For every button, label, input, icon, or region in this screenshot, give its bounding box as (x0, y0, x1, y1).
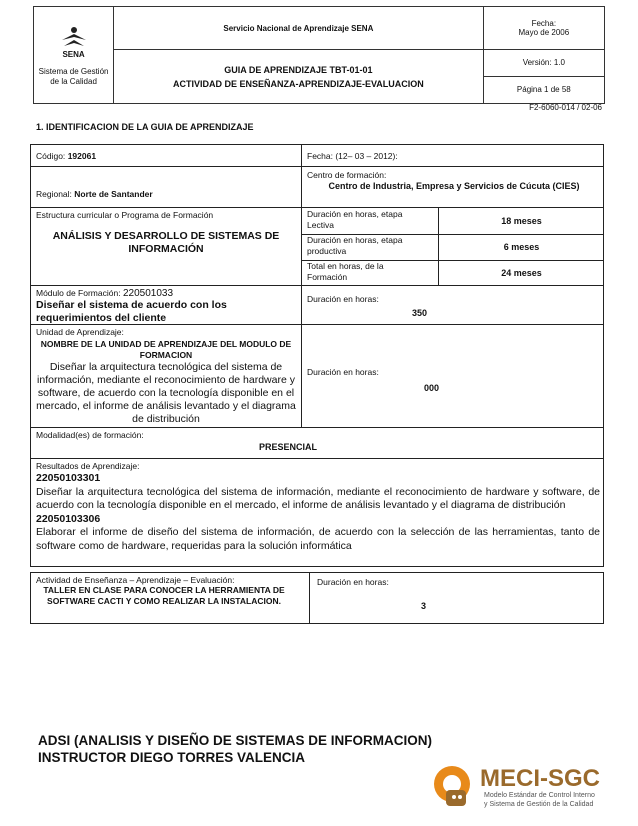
resultado2-code: 22050103306 (36, 512, 101, 525)
total-value: 24 meses (501, 268, 542, 278)
actividad-duracion-value: 3 (421, 601, 427, 611)
version-page-cell (483, 50, 604, 104)
row-modulo (30, 285, 604, 325)
programa-field (36, 208, 296, 285)
regional-field (36, 167, 296, 207)
meci-sub2: y Sistema de Gestión de la Calidad (484, 801, 594, 808)
actividad-duracion-label: Duración en horas: (317, 577, 389, 587)
resultado2-text: Elaborar el informe de diseño del sistema de información, de acuerdo con la selección de las herramientas, tanto de software como de hardware, requeridas para la solución informática (36, 526, 600, 552)
codigo-label: Código: (36, 151, 66, 161)
estructura-label: Estructura curricular o Programa de Formación (36, 210, 214, 220)
programa-value: ANÁLISIS Y DESARROLLO DE SISTEMAS DE INFORMACIÓN (52, 230, 280, 255)
centro-field (307, 167, 601, 207)
modulo-value: Diseñar el sistema de acuerdo con los requerimientos del cliente (36, 299, 227, 324)
actividad-duracion (317, 573, 597, 623)
unidad-value: Diseñar la arquitectura tecnológica del sistema de información, mediante el reconocimiento de hardware y software, de acuerdo con la tecnología disponible en el mercado, el informe de análisis levantado y el diagrama de distribución (36, 361, 296, 425)
row-programa-duraciones (30, 207, 604, 286)
modalidad-label: Modalidad(es) de formación: (36, 430, 144, 440)
regional-label: Regional: (36, 189, 72, 199)
unidad-duracion-value: 000 (424, 383, 440, 393)
unidad-duracion (307, 325, 597, 427)
meci-sgc-logo (424, 760, 614, 816)
date-label: Fecha: (531, 19, 557, 28)
modulo-label: Módulo de Formación: (36, 288, 121, 298)
version-text: Versión: 1.0 (484, 50, 604, 77)
form-code: F2-6060-014 / 02-06 (529, 103, 602, 112)
resultados-label: Resultados de Aprendizaje: (36, 461, 140, 471)
section-title: 1. IDENTIFICACION DE LA GUIA DE APRENDIZAJE (36, 122, 254, 132)
footer-text (38, 732, 432, 766)
codigo-field (36, 145, 296, 166)
modalidad-field (36, 428, 596, 458)
date-value: Mayo de 2006 (518, 28, 570, 37)
organization-cell (114, 7, 484, 50)
modulo-duracion-label: Duración en horas: (307, 294, 379, 304)
organization-name: Servicio Nacional de Aprendizaje SENA (223, 23, 374, 33)
meci-name: MECI-SGC (480, 765, 600, 792)
date-cell (483, 7, 604, 50)
row-unidad (30, 324, 604, 428)
resultado1-text: Diseñar la arquitectura tecnológica del sistema de información, mediante el reconocimiento de hardware y software, de acuerdo con la tecnología disponible en el mercado, el informe de análisis levantado y el diagrama de distribución (36, 485, 600, 511)
productiva-label: Duración en horas, etapa productiva (307, 235, 403, 256)
row-codigo-fecha (30, 144, 604, 167)
logo-caption: SENA (62, 49, 85, 59)
guide-title: GUIA DE APRENDIZAJE TBT-01-01 (224, 64, 373, 75)
row-regional-centro (30, 166, 604, 208)
regional-value: Norte de Santander (74, 189, 153, 199)
row-resultados (30, 458, 604, 567)
quality-system-caption: Sistema de Gestión de la Calidad (38, 66, 109, 86)
lectiva-label: Duración en horas, etapa Lectiva (307, 209, 403, 230)
modulo-duracion (307, 286, 597, 324)
footer-program: ADSI (ANALISIS Y DISEÑO DE SISTEMAS DE INFORMACION) (38, 733, 433, 748)
row-actividad (30, 572, 604, 624)
productiva-value: 6 meses (503, 242, 540, 252)
footer-instructor: INSTRUCTOR DIEGO TORRES VALENCIA (38, 750, 306, 765)
codigo-value: 192061 (67, 151, 97, 161)
modalidad-value: PRESENCIAL (259, 442, 318, 452)
guide-title-cell (114, 50, 484, 104)
document-header (33, 6, 605, 104)
duraciones-grid (302, 208, 604, 285)
modulo-field (36, 286, 298, 324)
page-number: Página 1 de 58 (516, 85, 571, 94)
unidad-field (33, 325, 299, 427)
actividad-value: TALLER EN CLASE PARA CONOCER LA HERRAMIENTA DE SOFTWARE CACTI Y COMO REALIZAR LA INSTALACION. (43, 585, 285, 606)
actividad-field (36, 573, 292, 623)
guide-subtitle: ACTIVIDAD DE ENSEÑANZA-APRENDIZAJE-EVALUACION (172, 78, 424, 89)
modulo-code: 220501033 (122, 288, 174, 299)
fecha-field: Fecha: (12– 03 – 2012): (307, 151, 398, 161)
resultados-field (36, 459, 600, 566)
unidad-duracion-label: Duración en horas: (307, 367, 379, 377)
centro-value: Centro de Industria, Empresa y Servicios de Cúcuta (CIES) (328, 181, 580, 191)
total-label: Total en horas, de la Formación (307, 261, 384, 282)
sena-logo-icon (59, 26, 89, 50)
modulo-duracion-value: 350 (412, 308, 428, 318)
actividad-label: Actividad de Enseñanza – Aprendizaje – Evaluación: (36, 575, 235, 585)
unidad-label: Unidad de Aprendizaje: (36, 327, 124, 337)
logo-cell (34, 7, 114, 104)
resultado1-code: 22050103301 (36, 472, 101, 484)
unidad-heading: NOMBRE DE LA UNIDAD DE APRENDIZAJE DEL MODULO DE FORMACION (40, 339, 292, 360)
row-modalidad (30, 427, 604, 459)
meci-logo-icon (434, 766, 470, 806)
meci-sub1: Modelo Estándar de Control Interno (484, 792, 595, 799)
centro-label: Centro de formación: (307, 170, 387, 180)
lectiva-value: 18 meses (501, 216, 542, 226)
